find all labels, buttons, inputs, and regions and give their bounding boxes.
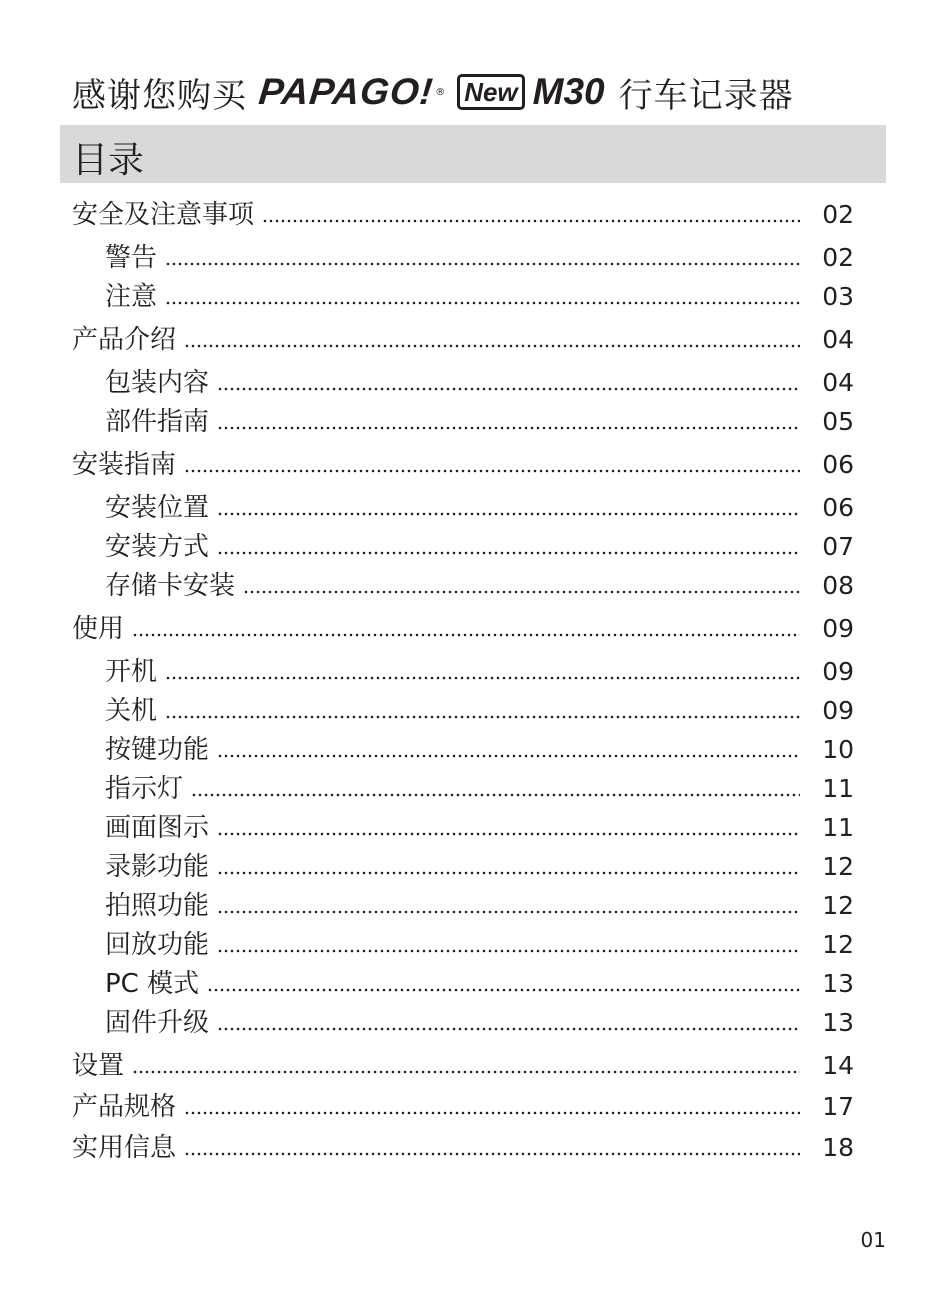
toc-leader-dots — [262, 218, 800, 224]
toc-entry[interactable] — [105, 850, 854, 884]
toc-entry-label: 设置 — [72, 1051, 125, 1081]
toc-entry-label: 安装位置 — [105, 493, 210, 523]
toc-entry[interactable] — [72, 448, 854, 482]
toc-leader-dots — [184, 1110, 800, 1116]
toc-leader-dots — [165, 300, 800, 306]
toc-entry[interactable] — [105, 928, 854, 962]
toc-leader-dots — [217, 909, 800, 915]
toc-entry-page: 13 — [822, 1008, 854, 1037]
toc-entry-label: 存储卡安装 — [105, 571, 236, 601]
toc-entry-label: 指示灯 — [105, 774, 184, 804]
toc-leader-dots — [132, 632, 800, 638]
toc-leader-dots — [191, 792, 800, 798]
toc-entry[interactable] — [72, 1049, 854, 1083]
toc-entry[interactable] — [105, 694, 854, 728]
toc-entry-page: 07 — [822, 532, 854, 561]
toc-entry-page: 04 — [822, 368, 854, 397]
header-suffix: 行车记录器 — [618, 75, 794, 116]
toc-entry-page: 08 — [822, 571, 854, 600]
toc-entry-page: 13 — [822, 969, 854, 998]
toc-entry[interactable] — [105, 889, 854, 923]
toc-leader-dots — [184, 468, 800, 474]
toc-leader-dots — [165, 675, 800, 681]
toc-leader-dots — [243, 589, 800, 595]
toc-entry[interactable] — [105, 772, 854, 806]
toc-entry[interactable] — [72, 612, 854, 646]
toc-entry-page: 12 — [822, 930, 854, 959]
toc-entry-label: 部件指南 — [105, 407, 210, 437]
toc-leader-dots — [217, 425, 800, 431]
toc-entry-label: 开机 — [105, 657, 158, 687]
model-name: M30 — [532, 71, 605, 112]
toc-entry[interactable] — [105, 405, 854, 439]
toc-entry-page: 09 — [822, 696, 854, 725]
registered-mark: ® — [435, 86, 446, 98]
toc-entry-page: 12 — [822, 852, 854, 881]
toc-entry[interactable] — [105, 569, 854, 603]
toc-entry-label: 实用信息 — [72, 1133, 177, 1163]
toc-entry[interactable] — [105, 280, 854, 314]
new-badge: New — [457, 74, 524, 110]
toc-entry[interactable] — [105, 491, 854, 525]
toc-entry-label: 产品规格 — [72, 1092, 177, 1122]
toc-entry-page: 11 — [822, 813, 854, 842]
toc-entry-label: 包装内容 — [105, 368, 210, 398]
toc-leader-dots — [217, 550, 800, 556]
toc-leader-dots — [217, 386, 800, 392]
toc-leader-dots — [217, 831, 800, 837]
toc-entry-label: 录影功能 — [105, 852, 210, 882]
toc-leader-dots — [184, 1151, 800, 1157]
toc-entry-label: 注意 — [105, 282, 158, 312]
toc-entry-label: 警告 — [105, 243, 158, 273]
toc-entry-page: 17 — [822, 1092, 854, 1121]
toc-entry-label: 使用 — [72, 614, 125, 644]
toc-entry-page: 02 — [822, 243, 854, 272]
toc-entry-page: 03 — [822, 282, 854, 311]
toc-leader-dots — [217, 948, 800, 954]
toc-entry-page: 09 — [822, 657, 854, 686]
toc-leader-dots — [217, 870, 800, 876]
toc-entry[interactable] — [105, 241, 854, 275]
toc-entry-label: 安装方式 — [105, 532, 210, 562]
toc-entry-label: 固件升级 — [105, 1008, 210, 1038]
toc-entry[interactable] — [72, 198, 854, 232]
toc-entry[interactable] — [105, 655, 854, 689]
toc-entry[interactable] — [105, 811, 854, 845]
toc-leader-dots — [132, 1069, 800, 1075]
toc-entry-label: PC 模式 — [105, 969, 200, 999]
toc-entry-page: 11 — [822, 774, 854, 803]
toc-leader-dots — [184, 343, 800, 349]
toc-entry-page: 06 — [822, 493, 854, 522]
toc-entry-page: 05 — [822, 407, 854, 436]
toc-entry[interactable] — [72, 323, 854, 357]
toc-entry[interactable] — [72, 1131, 854, 1165]
toc-leader-dots — [217, 1026, 800, 1032]
toc-leader-dots — [207, 987, 800, 993]
toc-entry-page: 12 — [822, 891, 854, 920]
toc-entry-label: 安装指南 — [72, 450, 177, 480]
toc-entry-page: 02 — [822, 200, 854, 229]
brand-logo: PAPAGO! — [256, 71, 436, 112]
toc-entry[interactable] — [105, 366, 854, 400]
toc-leader-dots — [217, 511, 800, 517]
toc-leader-dots — [165, 714, 800, 720]
toc-entry-page: 04 — [822, 325, 854, 354]
toc-leader-dots — [165, 261, 800, 267]
toc-leader-dots — [217, 753, 800, 759]
toc-entry-label: 拍照功能 — [105, 891, 210, 921]
toc-entry-label: 关机 — [105, 696, 158, 726]
toc-entry[interactable] — [105, 1006, 854, 1040]
toc-entry-label: 产品介绍 — [72, 325, 177, 355]
toc-entry-page: 09 — [822, 614, 854, 643]
toc-entry[interactable] — [105, 530, 854, 564]
toc-entry-page: 14 — [822, 1051, 854, 1080]
toc-entry-label: 安全及注意事项 — [72, 200, 255, 230]
toc-entry-page: 10 — [822, 735, 854, 764]
toc-entry-page: 06 — [822, 450, 854, 479]
toc-entry[interactable] — [105, 733, 854, 767]
toc-entry-page: 18 — [822, 1133, 854, 1162]
toc-entry-label: 按键功能 — [105, 735, 210, 765]
page-number: 01 — [860, 1228, 886, 1252]
toc-entry[interactable] — [105, 967, 854, 1001]
toc-entry[interactable] — [72, 1090, 854, 1124]
header-prefix: 感谢您购买 — [72, 75, 247, 116]
toc-entry-label: 画面图示 — [105, 813, 210, 843]
toc-title: 目录 — [72, 140, 145, 181]
toc-entry-label: 回放功能 — [105, 930, 210, 960]
